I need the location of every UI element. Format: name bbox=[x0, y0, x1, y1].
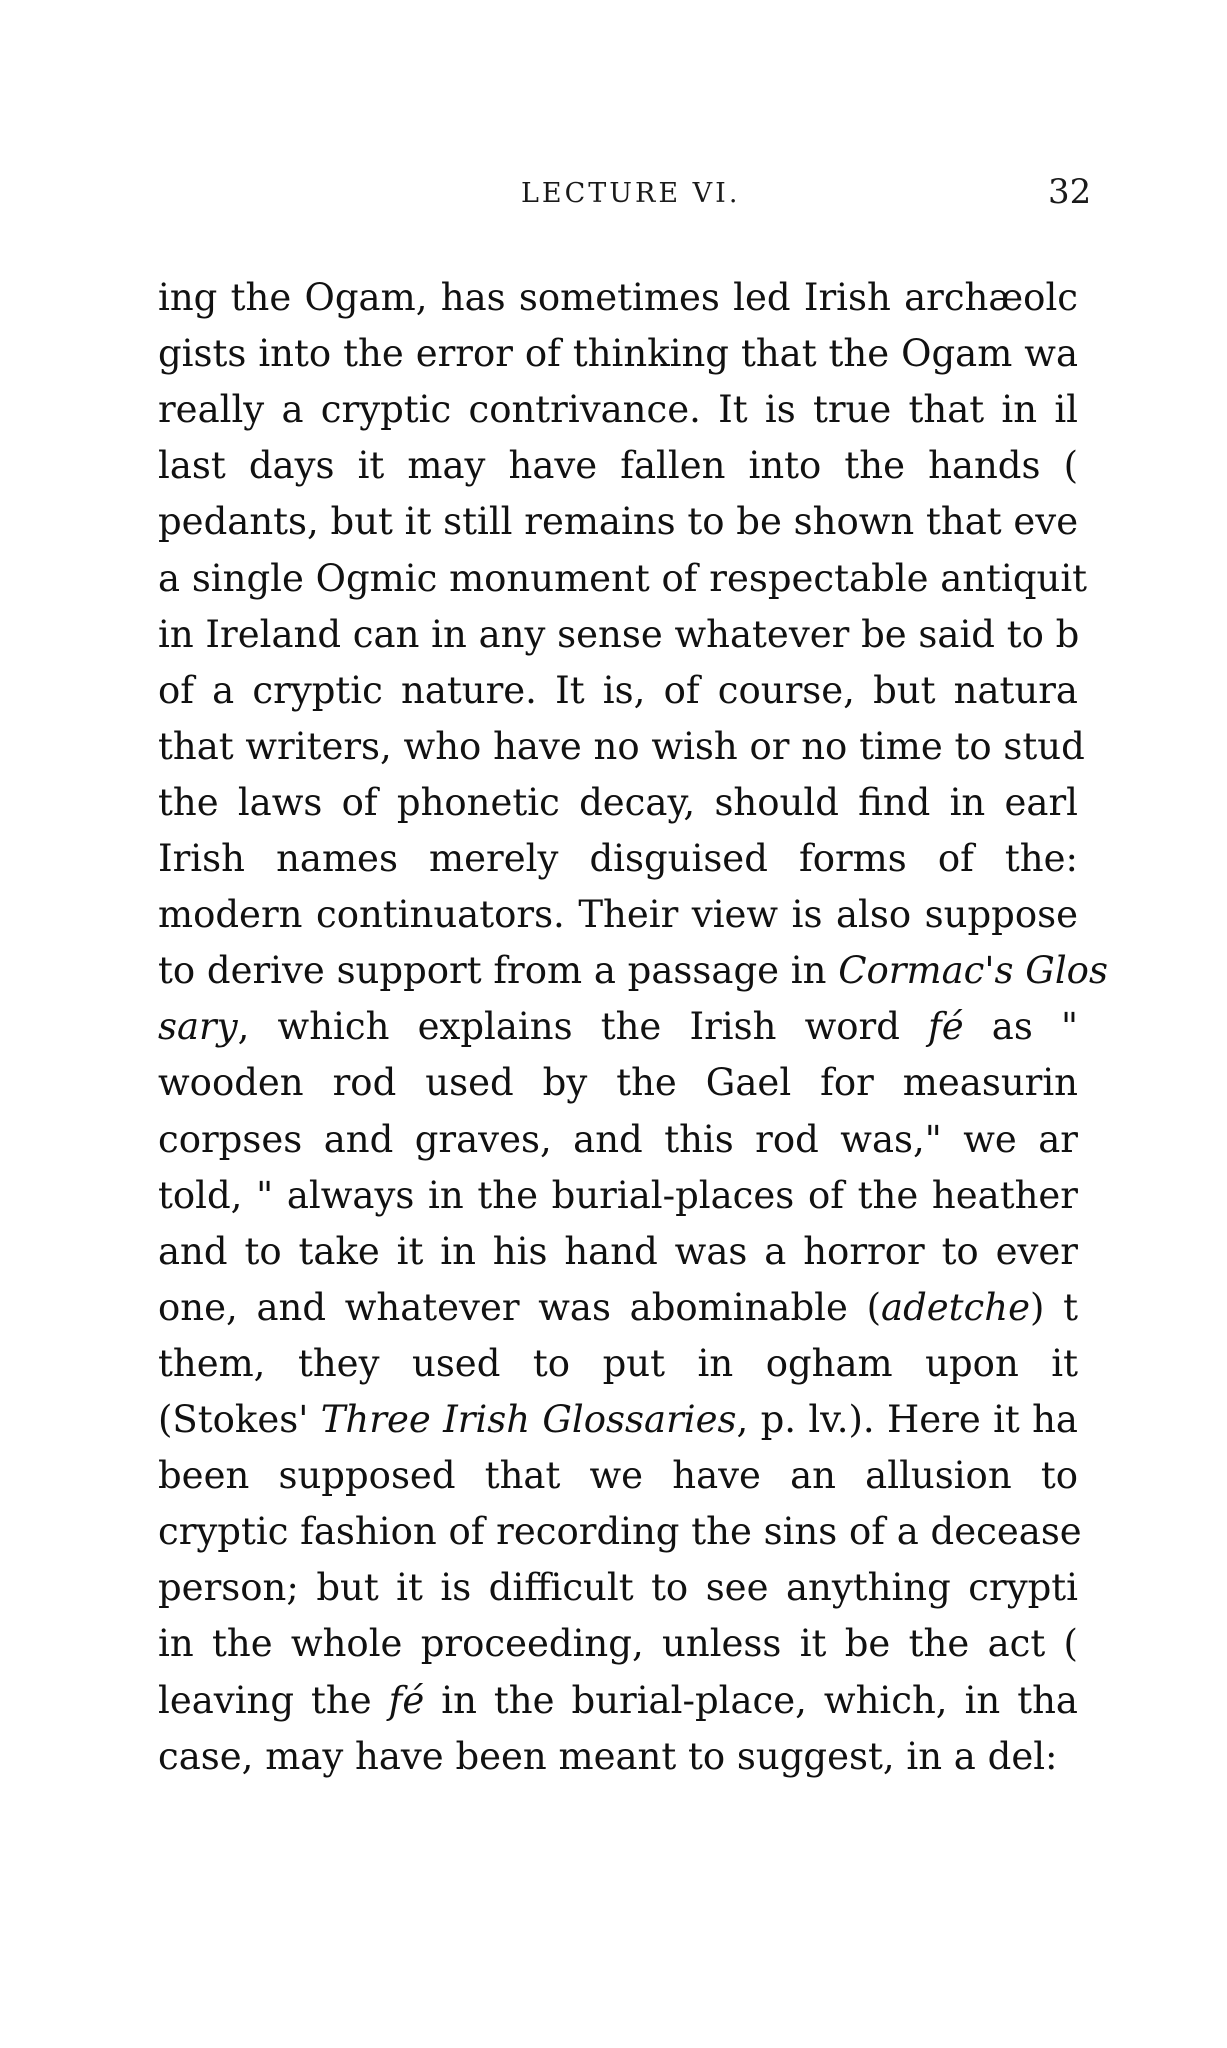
text-line bbox=[158, 775, 1078, 831]
text-segment: corpses and graves, and this rod was," we ar bbox=[158, 1117, 1078, 1161]
italic-segment: sary bbox=[158, 1005, 238, 1049]
text-segment: ) t bbox=[1029, 1285, 1078, 1329]
italic-segment: Cormac's Glos bbox=[838, 949, 1108, 993]
text-line bbox=[158, 1673, 1078, 1729]
text-segment: last days it may have fallen into the hands ( bbox=[158, 444, 1078, 488]
text-segment: , p. lv.). Here it ha bbox=[736, 1398, 1078, 1441]
text-segment: case, may have been meant to suggest, in a del: bbox=[158, 1734, 1058, 1778]
text-segment: in Ireland can in any sense whatever be said to b bbox=[158, 612, 1080, 656]
italic-segment: fé bbox=[928, 1005, 964, 1049]
text-line bbox=[158, 887, 1078, 943]
text-line bbox=[158, 943, 1108, 999]
text-segment: Irish names merely disguised forms of the: bbox=[158, 837, 1078, 880]
text-segment: as " bbox=[963, 1005, 1079, 1049]
body-text bbox=[158, 270, 1108, 1810]
text-line bbox=[158, 719, 1085, 775]
text-segment: , which explains the Irish word bbox=[237, 1005, 929, 1049]
text-segment: them, they used to put in ogham upon it bbox=[158, 1341, 1078, 1385]
text-line bbox=[158, 1280, 1078, 1336]
text-segment: in the whole proceeding, unless it be the act ( bbox=[158, 1622, 1078, 1666]
text-line bbox=[158, 1616, 1078, 1672]
text-line bbox=[158, 1055, 1078, 1111]
text-line bbox=[158, 607, 1078, 663]
text-line bbox=[158, 382, 1078, 438]
text-segment: ing the Ogam, has sometimes led Irish archæolc bbox=[158, 276, 1078, 319]
text-line bbox=[158, 1504, 1082, 1560]
text-line bbox=[158, 270, 1078, 326]
text-segment: cryptic fashion of recording the sins of a decease bbox=[158, 1510, 1082, 1554]
text-segment: person; but it is difficult to see anything crypti bbox=[158, 1566, 1078, 1610]
text-segment: of a cryptic nature. It is, of course, but natura bbox=[158, 668, 1078, 712]
text-line bbox=[158, 999, 1078, 1055]
text-segment: in the burial-place, which, in tha bbox=[424, 1678, 1078, 1722]
text-segment: (Stokes' bbox=[158, 1398, 321, 1441]
italic-segment: Three Irish Glossaries bbox=[320, 1398, 737, 1441]
text-segment: been supposed that we have an allusion to bbox=[158, 1454, 1078, 1498]
page-number: 32 bbox=[1048, 172, 1092, 212]
text-line bbox=[158, 1112, 1078, 1168]
text-line bbox=[158, 663, 1078, 719]
text-line bbox=[158, 494, 1078, 550]
text-segment: gists into the error of thinking that the Ogam wa bbox=[158, 332, 1078, 376]
text-line bbox=[158, 551, 1088, 607]
text-line bbox=[158, 1168, 1078, 1224]
text-segment: one, and whatever was abominable ( bbox=[158, 1285, 882, 1329]
text-line bbox=[158, 831, 1078, 887]
text-segment: a single Ogmic monument of respectable antiquit bbox=[158, 556, 1088, 600]
text-line bbox=[158, 1448, 1078, 1504]
text-line bbox=[158, 1560, 1078, 1616]
text-segment: modern continuators. Their view is also suppose bbox=[158, 893, 1078, 937]
text-line bbox=[158, 1224, 1078, 1280]
text-segment: pedants, but it still remains to be shown that eve bbox=[158, 500, 1079, 544]
text-segment: that writers, who have no wish or no time to stud bbox=[158, 724, 1085, 768]
text-segment: really a cryptic contrivance. It is true that in il bbox=[158, 388, 1078, 432]
text-segment: leaving the bbox=[158, 1678, 389, 1722]
text-line bbox=[158, 1729, 1078, 1785]
text-segment: to derive support from a passage in bbox=[158, 949, 839, 993]
text-line bbox=[158, 1392, 1078, 1448]
text-segment: the laws of phonetic decay, should find in earl bbox=[158, 780, 1078, 824]
text-segment: told, " always in the burial-places of the heather bbox=[158, 1173, 1078, 1217]
text-segment: wooden rod used by the Gael for measurin bbox=[158, 1061, 1078, 1105]
running-head: LECTURE VI. bbox=[521, 178, 741, 209]
text-line bbox=[158, 326, 1078, 382]
page-header bbox=[158, 172, 1178, 218]
text-line bbox=[158, 1336, 1078, 1392]
text-line bbox=[158, 438, 1078, 494]
italic-segment: fé bbox=[388, 1678, 425, 1722]
text-segment: and to take it in his hand was a horror to ever bbox=[158, 1229, 1078, 1273]
italic-segment: adetche bbox=[881, 1285, 1030, 1329]
